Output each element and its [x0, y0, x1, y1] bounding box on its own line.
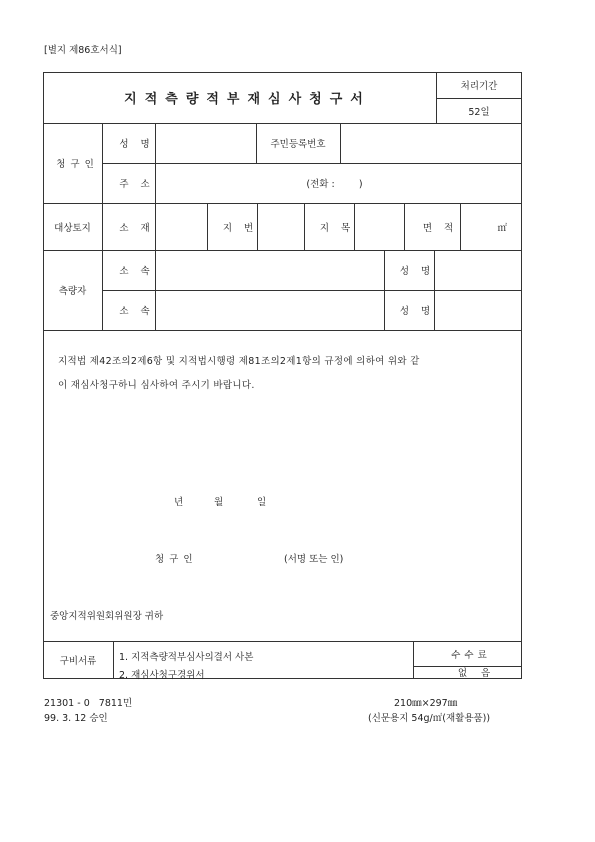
- fee-value: 없음: [457, 668, 505, 679]
- surveyor-affiliation-field-2[interactable]: [155, 290, 384, 330]
- surveyor-affiliation-label-2: 소속: [119, 306, 162, 317]
- processing-period-value: 52일: [468, 106, 490, 118]
- document-item-1: 1. 지적측량적부심사의결서 사본: [119, 652, 254, 663]
- date-year: 년: [174, 497, 184, 508]
- claimant-section-label: 청구인: [56, 159, 99, 170]
- documents-label: 구비서류: [59, 655, 97, 667]
- surveyor-name-label-2: 성명: [399, 306, 443, 317]
- phone-note: (전화 : ): [306, 179, 363, 190]
- claimant-address-field[interactable]: [155, 163, 522, 203]
- surveyor-affiliation-field-1[interactable]: [155, 250, 384, 290]
- document-item-2: 2. 재심사청구경위서: [119, 670, 205, 681]
- surveyor-name-field-1[interactable]: [434, 250, 521, 290]
- land-category-label: 지목: [319, 222, 363, 234]
- date-day: 일: [257, 497, 267, 508]
- lot-number-label: 지번: [222, 222, 266, 234]
- claimant-name-label: 성명: [119, 139, 162, 150]
- surveyor-name-field-2[interactable]: [434, 290, 521, 330]
- lot-number-field[interactable]: [257, 203, 304, 250]
- resident-id-field[interactable]: [340, 123, 522, 163]
- target-land-section-label: 대상토지: [54, 222, 91, 234]
- claimant-name-field[interactable]: [155, 123, 256, 163]
- footer-code: 21301 - 0 7811민: [44, 698, 133, 709]
- footer-approval: 99. 3. 12 승인: [44, 713, 108, 724]
- claimant-address-label: 주소: [119, 179, 162, 190]
- land-category-field[interactable]: [354, 203, 404, 250]
- processing-period-label: 처리기간: [460, 81, 498, 92]
- land-location-label: 소재: [119, 222, 162, 234]
- land-area-field[interactable]: [460, 203, 521, 250]
- surveyor-affiliation-label-1: 소속: [119, 266, 162, 277]
- form-title: 지적측량적부재심사청구서: [124, 92, 371, 107]
- fee-label: 수수료: [451, 649, 491, 661]
- statement-line-1: 지적법 제42조의2제6항 및 지적법시행령 제81조의2제1항의 규정에 의하여 위와 같: [58, 356, 420, 367]
- surveyor-section-label: 측량자: [58, 286, 87, 297]
- addressee: 중앙지적위원회위원장 귀하: [50, 611, 164, 622]
- footer-paper-type: (신문용지 54g/㎡(재활용품)): [368, 713, 491, 724]
- footer-paper-size: 210㎜×297㎜: [394, 698, 458, 709]
- signer-label: 청구인: [155, 554, 198, 565]
- signer-note: (서명 또는 인): [284, 554, 344, 565]
- land-area-label: 면적: [422, 222, 466, 234]
- area-unit: ㎡: [497, 222, 507, 234]
- date-month: 월: [214, 497, 224, 508]
- resident-id-label: 주민등록번호: [270, 139, 326, 150]
- surveyor-name-label-1: 성명: [399, 266, 443, 277]
- land-location-field[interactable]: [155, 203, 207, 250]
- statement-line-2: 이 재심사청구하니 심사하여 주시기 바랍니다.: [58, 380, 255, 391]
- signature-field[interactable]: [210, 546, 280, 566]
- form-tag: [별지 제86호서식]: [44, 45, 122, 56]
